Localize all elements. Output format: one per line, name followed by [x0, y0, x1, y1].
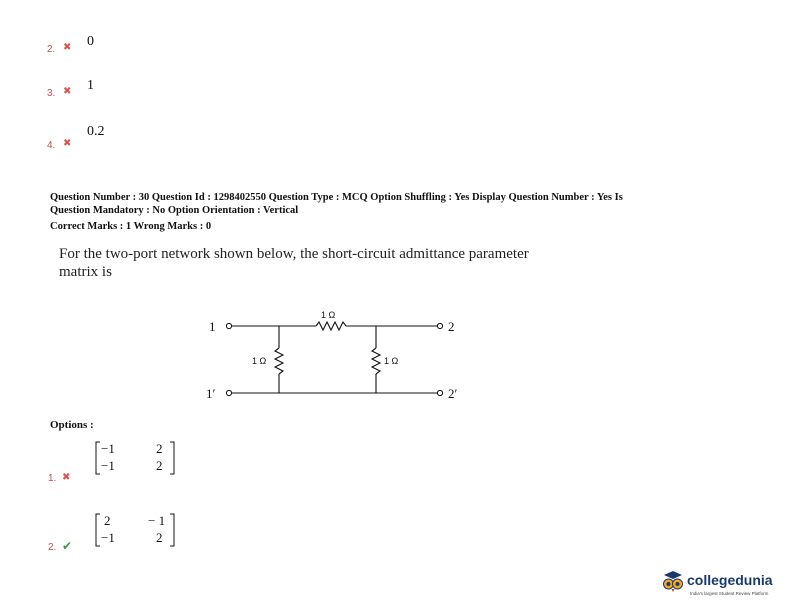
terminal-1-prime: [226, 390, 231, 395]
cross-icon: ✖: [62, 472, 71, 483]
matrix-a11: 2: [104, 513, 111, 528]
marks-line: Correct Marks : 1 Wrong Marks : 0: [50, 221, 212, 232]
meta-line-1: Question Number : 30 Question Id : 1298402550 Question Type : MCQ Option Shuffling : Yes Display Question Number : Yes Is: [50, 192, 623, 203]
terminal-2: [437, 323, 442, 328]
matrix-a22: 2: [156, 530, 163, 545]
port-1-label: 1: [209, 319, 216, 334]
port-2-label: 2: [448, 319, 455, 334]
owl-icon: [660, 569, 686, 595]
matrix-a22: 2: [156, 458, 163, 473]
cross-icon: ✖: [63, 138, 72, 149]
options-label: Options :: [50, 419, 94, 431]
right-resistor-label: 1 Ω: [384, 356, 399, 366]
meta-line-2: Question Mandatory : No Option Orientation : Vertical: [50, 205, 299, 216]
option-number: 3.: [47, 88, 56, 99]
question-text-line-1: For the two-port network shown below, the short-circuit admittance parameter: [59, 246, 529, 262]
port-1-prime-label: 1′: [206, 386, 216, 401]
check-icon: ✔: [62, 539, 73, 553]
option-number: 2.: [48, 542, 57, 553]
option-number: 4.: [47, 140, 56, 151]
question-text-line-2: matrix is: [59, 264, 112, 280]
matrix-a12: 2: [156, 441, 163, 456]
collegedunia-logo: [660, 566, 786, 602]
terminal-2-prime: [437, 390, 442, 395]
matrix-a21: −1: [101, 458, 115, 473]
series-resistor-label: 1 Ω: [321, 310, 336, 320]
option-number: 1.: [48, 473, 57, 484]
option-value: 0.2: [87, 124, 105, 139]
option-2[interactable]: [48, 512, 188, 562]
matrix-a11: −1: [101, 441, 115, 456]
cross-icon: ✖: [63, 86, 72, 97]
port-2-prime-label: 2′: [448, 386, 458, 401]
option-value: 0: [87, 34, 94, 49]
left-resistor-label: 1 Ω: [252, 356, 267, 366]
option-1[interactable]: [48, 440, 188, 490]
matrix-a12: − 1: [148, 513, 166, 528]
logo-wordmark: collegedunia: [687, 572, 773, 588]
terminal-1: [226, 323, 231, 328]
matrix-a21: −1: [101, 530, 115, 545]
option-number: 2.: [47, 44, 56, 55]
logo-tagline: India's largest Student Review Platform: [690, 591, 769, 596]
option-value: 1: [87, 78, 94, 93]
cross-icon: ✖: [63, 42, 72, 53]
